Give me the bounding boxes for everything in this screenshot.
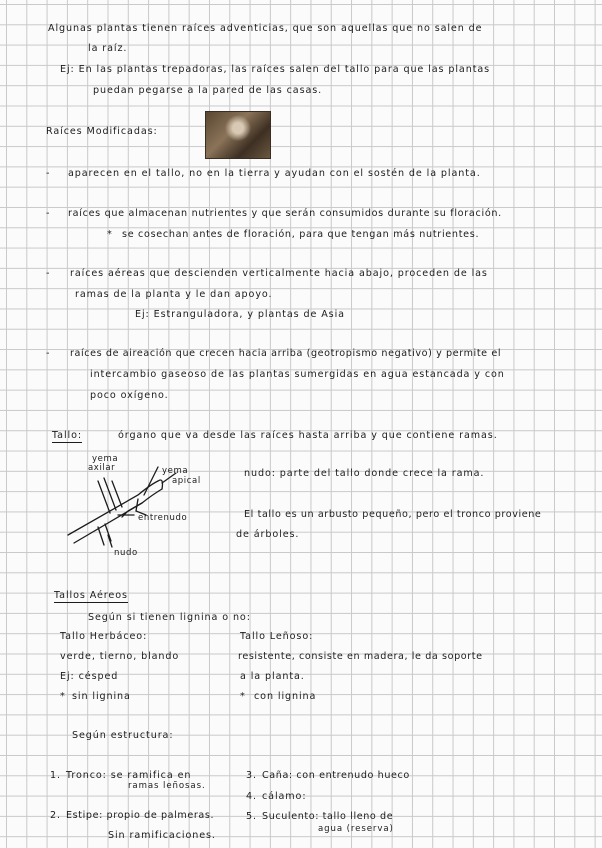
text-line: agua (reserva) [318, 824, 394, 834]
text-line: con lignina [254, 691, 317, 702]
text-line: Ej: césped [60, 671, 119, 682]
text-line: resistente, consiste en madera, le da soporte [238, 651, 483, 662]
axillary-branch-2 [104, 478, 116, 510]
text-line: intercambio gaseoso de las plantas sumergidas en agua estancada y con [90, 369, 505, 380]
text-line: la raíz. [88, 43, 128, 54]
star-bullet: * [60, 691, 66, 702]
text-line: ramas leñosas. [128, 781, 206, 791]
label-entrenudo: entrenudo [138, 513, 188, 523]
label-nudo: nudo [114, 548, 138, 558]
stem-diagram [58, 455, 238, 565]
node-branch-2 [105, 524, 111, 541]
lenoso-heading: Tallo Leñoso: [240, 631, 314, 642]
text-line: Tronco: se ramifica en [66, 770, 192, 781]
text-line: El tallo es un arbusto pequeño, pero el tronco proviene [244, 509, 542, 520]
text-line: Según si tienen lignina o no: [88, 612, 251, 623]
star-bullet: * [240, 691, 246, 702]
dash-bullet: - [46, 348, 51, 359]
text-line: ramas de la planta y le dan apoyo. [75, 289, 273, 300]
text-line: Caña: con entrenudo hueco [262, 770, 410, 781]
text-line: órgano que va desde las raíces hasta arriba y que contiene ramas. [118, 430, 498, 441]
dash-bullet: - [46, 168, 51, 179]
stem-line-lower [68, 481, 158, 535]
text-line: raíces que almacenan nutrientes y que serán consumidos durante su floración. [68, 208, 502, 219]
tallo-heading: Tallo: [52, 430, 82, 441]
text-line: Ej: Estranguladora, y plantas de Asia [135, 309, 345, 320]
label-yema-apical: yema [162, 466, 189, 476]
list-number: 2. [50, 810, 61, 821]
label-yema-axilar: axilar [88, 463, 116, 473]
list-number: 3. [246, 770, 257, 781]
text-line: nudo: parte del tallo donde crece la rama. [244, 468, 485, 479]
text-line: Algunas plantas tienen raíces adventicias, que son aquellas que no salen de [48, 23, 483, 34]
text-line: sin lignina [72, 691, 131, 702]
roots-photo [205, 111, 271, 159]
section-heading-raices: Raíces Modificadas: [46, 126, 158, 137]
text-line: cálamo: [262, 791, 307, 802]
list-number: 4. [246, 791, 257, 802]
tallos-aereos-heading: Tallos Aéreos [54, 590, 128, 601]
text-line: raíces aéreas que descienden verticalmente hacia abajo, proceden de las [70, 268, 488, 279]
text-line: raíces de aireación que crecen hacia arriba (geotropismo negativo) y permite el [70, 348, 502, 359]
text-line: a la planta. [240, 671, 305, 682]
text-line: Suculento: tallo lleno de [262, 811, 394, 822]
text-line: puedan pegarse a la pared de las casas. [93, 85, 323, 96]
pointer-axilar [144, 467, 158, 495]
axillary-branch-1 [98, 481, 110, 513]
list-number: 1. [50, 770, 61, 781]
apical-bud [158, 480, 163, 489]
label-yema-axilar: yema [92, 454, 119, 464]
text-line: Sin ramificaciones. [108, 830, 216, 841]
text-line: aparecen en el tallo, no en la tierra y ayudan con el sostén de la planta. [68, 168, 481, 179]
text-line: de árboles. [236, 529, 300, 540]
text-line: poco oxígeno. [90, 390, 169, 401]
label-yema-apical: apical [172, 476, 201, 486]
star-bullet: * [107, 229, 113, 240]
node-branch-1 [98, 527, 104, 545]
dash-bullet: - [46, 268, 51, 279]
dash-bullet: - [46, 208, 51, 219]
list-number: 5. [246, 811, 257, 822]
text-line: se cosechan antes de floración, para que tengan más nutrientes. [122, 229, 480, 240]
text-line: Ej: En las plantas trepadoras, las raíces salen del tallo para que las plantas [60, 64, 491, 75]
text-line: Estipe: propio de palmeras. [66, 810, 215, 821]
text-line: Según estructura: [72, 730, 174, 741]
text-line: verde, tierno, blando [60, 651, 180, 662]
stem-diagram-svg [58, 455, 238, 565]
herbaceo-heading: Tallo Herbáceo: [60, 631, 148, 642]
